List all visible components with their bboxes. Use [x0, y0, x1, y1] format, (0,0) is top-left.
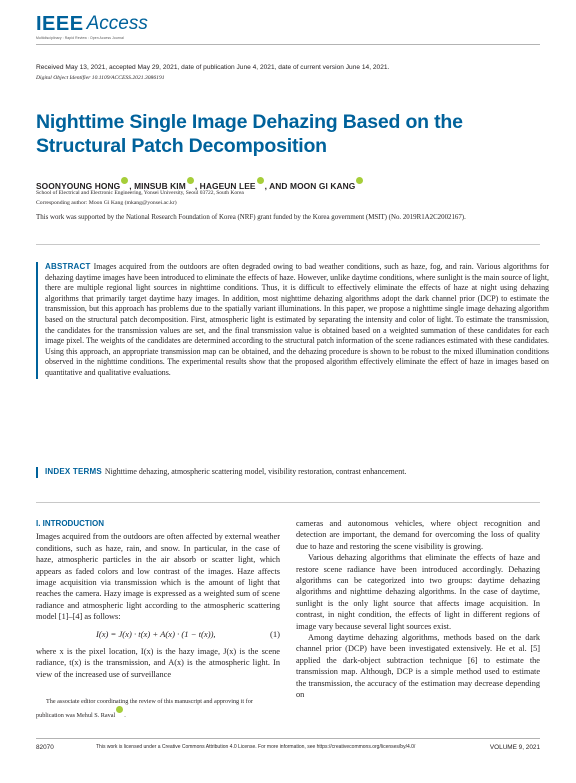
intro-paragraph-5: Among daytime dehazing algorithms, methods based on the dark channel prior (DCP) have been investigated extensively. He et al. [5] applied the dark-object subtraction technique [6] to estimate the transmission map. Although, DCP is a simple method used to estimate the transmission, the accuracy of the estimation may decrease depending on — [296, 633, 540, 700]
right-column — [296, 518, 540, 701]
index-terms-body — [45, 467, 549, 478]
equation-number: (1) — [269, 628, 280, 639]
logo-tagline: Multidisciplinary : Rapid Review : Open Access Journal — [36, 36, 124, 40]
author-lee: , HAGEUN LEE — [194, 180, 256, 191]
corresponding-author: Corresponding author: Moon Gi Kang (mkang@yonsei.ac.kr) — [36, 200, 177, 206]
journal-logo — [36, 14, 148, 34]
orcid-icon[interactable] — [116, 706, 123, 713]
abstract-body — [45, 262, 549, 379]
logo-access-text: Access — [86, 13, 148, 34]
author-hong: SOONYOUNG HONG — [36, 180, 121, 191]
footer-divider — [36, 738, 540, 739]
author-kim: , MINSUB KIM — [129, 180, 186, 191]
abstract-text: Images acquired from the outdoors are often degraded owing to bad weather conditions, such as haze, fog, and rain. Various algorithms for dehazing daytime images have been introduced to eliminate the effects of haze. However, unlike daytime conditions, where sunlight is the main source of light, there are multiple regional light sources in nighttime conditions. Thus, it is difficult to effectively eliminate the effects of haze at night using dehazing algorithms that primarily target daytime hazy images. In addition, most nighttime dehazing algorithms adopt the dark channel prior (DCP) to estimate the transmission, but this approach has problems due to the spatially variant illuminations. In this paper, we propose a nighttime single image dehazing algorithm based on the structural patch decomposition. First, atmospheric light is estimated by separating the intensity and color of light. To estimate the transmission, the candidates for the transmission values are set, and the final transmission value is obtained based on a weighted summation of these candidates for each image pixel. The weights of the candidates are determined according to the structural patch information of the scene radiances estimated with these candidates. Using this approach, an appropriate transmission map can be obtained, and the dehazing procedure is shown to be robust to the mixed illumination conditions observed in the nighttime conditions. The experimental results show that the proposed algorithm effectively eliminate the effect of haze in images based on quantitative and qualitative evaluations. — [45, 262, 549, 377]
left-column — [36, 518, 280, 680]
header-divider — [36, 44, 540, 45]
intro-paragraph-4: Various dehazing algorithms that eliminate the effects of haze and restore scene radiance have been introduced accordingly. Dehazing algorithms can be categorized into two groups: daytime dehazing algorithms and nighttime dehazing algorithms. In the case of daytime, sunlight is the only light source that affects image acquisition. In contrast, in night condition, the effects of light in different regions of image vary because several light sources exist. — [296, 553, 540, 631]
logo-ieee-text: IEEE — [36, 13, 84, 35]
index-terms-heading: INDEX TERMS — [45, 467, 102, 476]
intro-paragraph-1: Images acquired from the outdoors are often affected by external weather conditions, such as haze, rain, and snow. In particular, in the case of haze, atmospheric particles in the air absorb or scatter light, which appears as faded colors and low contrast of the images. Haze affects image acquisition via transmission which is the amount of light that reaches the camera. Hazy image is expressed as a weighted sum of scene radiance and atmospheric light according to the atmospheric scattering model [1]–[4] as follows: — [36, 532, 280, 622]
abstract-section — [36, 262, 549, 379]
page-number: 82070 — [36, 744, 54, 751]
paper-title: Nighttime Single Image Dehazing Based on the Structural Patch Decomposition — [36, 111, 463, 157]
received-dates: Received May 13, 2021, accepted May 29, 2021, date of publication June 4, 2021, date of current version June 14, 2021. — [36, 64, 390, 71]
editor-footnote — [36, 698, 280, 720]
intro-paragraph-2: where x is the pixel location, I(x) is the hazy image, J(x) is the scene radiance, t(x) is the transmission, and A(x) is the atmospheric light. In view of the increased use of surveillance — [36, 647, 280, 679]
section-divider — [36, 502, 540, 503]
affiliation: School of Electrical and Electronic Engineering, Yonsei University, Seoul 03722, South Korea — [36, 190, 244, 196]
orcid-icon[interactable] — [121, 177, 128, 184]
equation-1 — [36, 629, 280, 640]
author-kang: , AND MOON GI KANG — [264, 180, 356, 191]
author-list — [36, 178, 364, 191]
equation-body: I(x) = J(x) · t(x) + A(x) · (1 − t(x)), — [96, 628, 216, 639]
volume-label: VOLUME 9, 2021 — [489, 744, 540, 751]
funding-statement: This work was supported by the National Research Foundation of Korea (NRF) grant funded by the Korea government (MSIT) (No. 2019R1A2C2002167). — [36, 214, 466, 221]
section-divider — [36, 244, 540, 245]
license-text[interactable]: This work is licensed under a Creative Commons Attribution 4.0 License. For more information, see https://creativecommons.org/licenses/by/4.0/ — [96, 744, 416, 750]
introduction-heading: I. INTRODUCTION — [36, 519, 104, 528]
orcid-icon[interactable] — [257, 177, 264, 184]
index-terms-section — [36, 467, 549, 478]
orcid-icon[interactable] — [356, 177, 363, 184]
index-terms-text: Nighttime dehazing, atmospheric scattering model, visibility restoration, contrast enhancement. — [104, 467, 407, 476]
orcid-icon[interactable] — [187, 177, 194, 184]
intro-paragraph-3: cameras and autonomous vehicles, where object recognition and detection are important, the demand for overcoming the loss of quality due to haze and restoring the scene visibility is growing. — [296, 519, 540, 551]
footnote-text: The associate editor coordinating the review of this manuscript and approving it for publication was Mehul S. Raval . — [36, 698, 253, 719]
abstract-heading: ABSTRACT — [45, 262, 91, 271]
doi-line: Digital Object Identifier 10.1109/ACCESS.2021.3086191 — [36, 75, 165, 81]
